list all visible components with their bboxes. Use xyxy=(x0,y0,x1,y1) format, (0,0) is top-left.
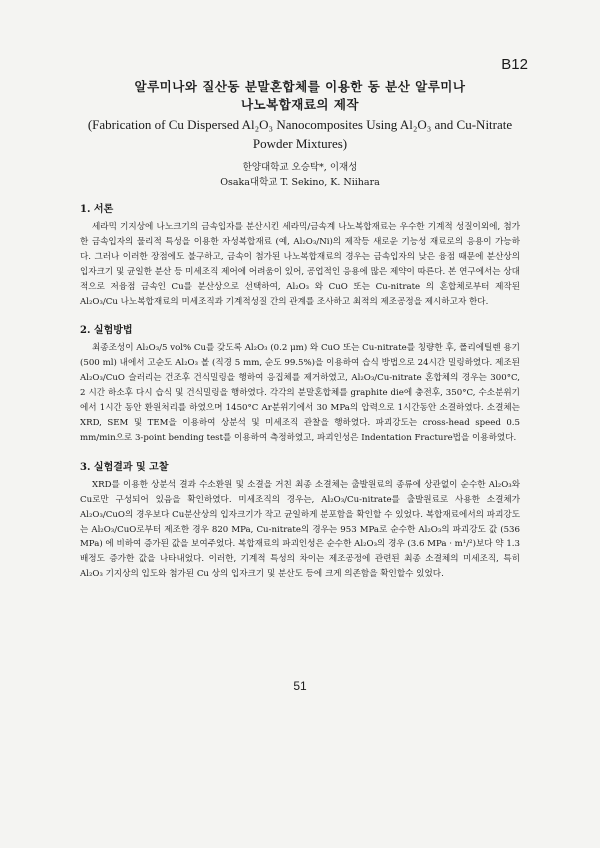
title-english-line1: (Fabrication of Cu Dispersed Al₂O₃ Nanocomposites Using Al₂O₃ and Cu-Nitrate xyxy=(87,117,513,132)
author-line-osaka: Osaka대학교 T. Sekino, K. Niihara xyxy=(220,177,380,188)
author-block xyxy=(70,160,530,190)
section-paragraph: 최종조성이 Al₂O₃/5 vol% Cu를 갖도록 Al₂O₃ (0.2 μm) 와 CuO 또는 Cu-nitrate를 칭량한 후, 폴리에틸렌 용기 (500 ml) 내에서 고순도 Al₂O₃ 볼 (직경 5 mm, 순도 99.5%)을 이용하여 습식 방법으로 24시간 밀링하였다. 제조된 Al₂O₃/CuO 슬러리는 건조후 건식밀링을 행하여 응집체를 제거하였고, Al₂O₃/Cu-nitrate 혼합체의 경우는 300°C, 2 시간 하소후 다시 습식 및 건식밀링을 행하였다. 각각의 분말혼합체를 graphite die에 충전후, 350°C, 수소분위기에서 1시간 동안 환원처리를 하였으며 1450°C Ar분위기에서 30 MPa의 압력으로 1시간동안 소결하였다. 소결체는 XRD, SEM 및 TEM을 이용하여 상분석 및 미세조직 관찰을 행하였다. 파괴강도는 cross-head speed 0.5 mm/min으로 3-point bending test를 이용하여 측정하였고, 파괴인성은 Indentation Fracture법을 이용하였다. xyxy=(80,343,520,443)
section-introduction xyxy=(80,203,520,309)
paper-title xyxy=(70,78,530,152)
author-line-hanyang: 한양대학교 오승탁*, 이재성 xyxy=(242,162,358,173)
page-number: 51 xyxy=(293,679,307,693)
section-heading: 1. 서론 xyxy=(80,204,114,215)
section-paragraph: 세라믹 기지상에 나노크기의 금속입자를 분산시킨 세라믹/금속계 나노복합재료는 우수한 기계적 성질이외에, 첨가한 금속입자의 물리적 특성을 이용한 자성복합재료 (예, Al₂O₃/Ni)의 제작등 새로운 기능성 재료로의 응용이 가능하다. 그러나 이러한 장점에도 불구하고, 금속이 첨가된 나노복합재료의 경우는 금속입자의 낮은 융점 때문에 분산상의 입자크기 및 균일한 분산 등 미세조직 제어에 어려움이 있어, 공업적인 응용에 많은 제약이 따른다. 본 연구에서는 상대적으로 저융점 금속인 Cu를 분산상으로 선택하여, Al₂O₃ 와 CuO 또는 Cu-nitrate 의 혼합체로부터 제작된 Al₂O₃/Cu 나노복합재료의 미세조직과 기계적성질 간의 관계를 조사하고 최적의 제조공정을 제시하고자 한다. xyxy=(80,222,520,307)
section-methods xyxy=(80,324,520,445)
paper-code: B12 xyxy=(501,56,528,73)
title-korean-line1: 알루미나와 질산동 분말혼합체를 이용한 동 분산 알루미나 xyxy=(134,79,466,94)
section-results xyxy=(80,461,520,582)
title-korean-line2: 나노복합재료의 제작 xyxy=(240,97,360,112)
paper-body xyxy=(80,203,520,597)
section-heading: 2. 실험방법 xyxy=(80,325,133,337)
title-english-line2: Powder Mixtures) xyxy=(252,136,348,151)
section-paragraph: XRD를 이용한 상분석 결과 수소환원 및 소결을 거친 최종 소결체는 출발원료의 종류에 상관없이 순수한 Al₂O₃와 Cu로만 구성되어 있음을 확인하였다. 미세조직의 경우는, Al₂O₃/Cu-nitrate를 출발원료로 사용한 소결체가 Al₂O₃/CuO의 경우보다 Cu분산상의 입자크기가 작고 균일하게 분포함을 확인할 수 있었다. 복합재료에서의 파괴강도는 Al₂O₃/CuO로부터 제조한 경우 820 MPa, Cu-nitrate의 경우는 953 MPa로 순수한 Al₂O₃의 파괴강도 값 (536 MPa) 에 비하여 증가된 값을 보여주었다. 복합재료의 파괴인성은 순수한 Al₂O₃의 경우 (3.6 MPa · m¹/²)보다 약 1.3배정도 증가한 값을 나타내었다. 이러한, 기계적 특성의 차이는 제조공정에 관련된 최종 소결체의 미세조직, 특히 Al₂O₃ 기지상의 입도와 첨가된 Cu 상의 입자크기 및 분산도 등에 크게 의존함을 확인할수 있었다. xyxy=(80,479,520,580)
section-heading: 3. 실험결과 및 고찰 xyxy=(80,461,169,473)
